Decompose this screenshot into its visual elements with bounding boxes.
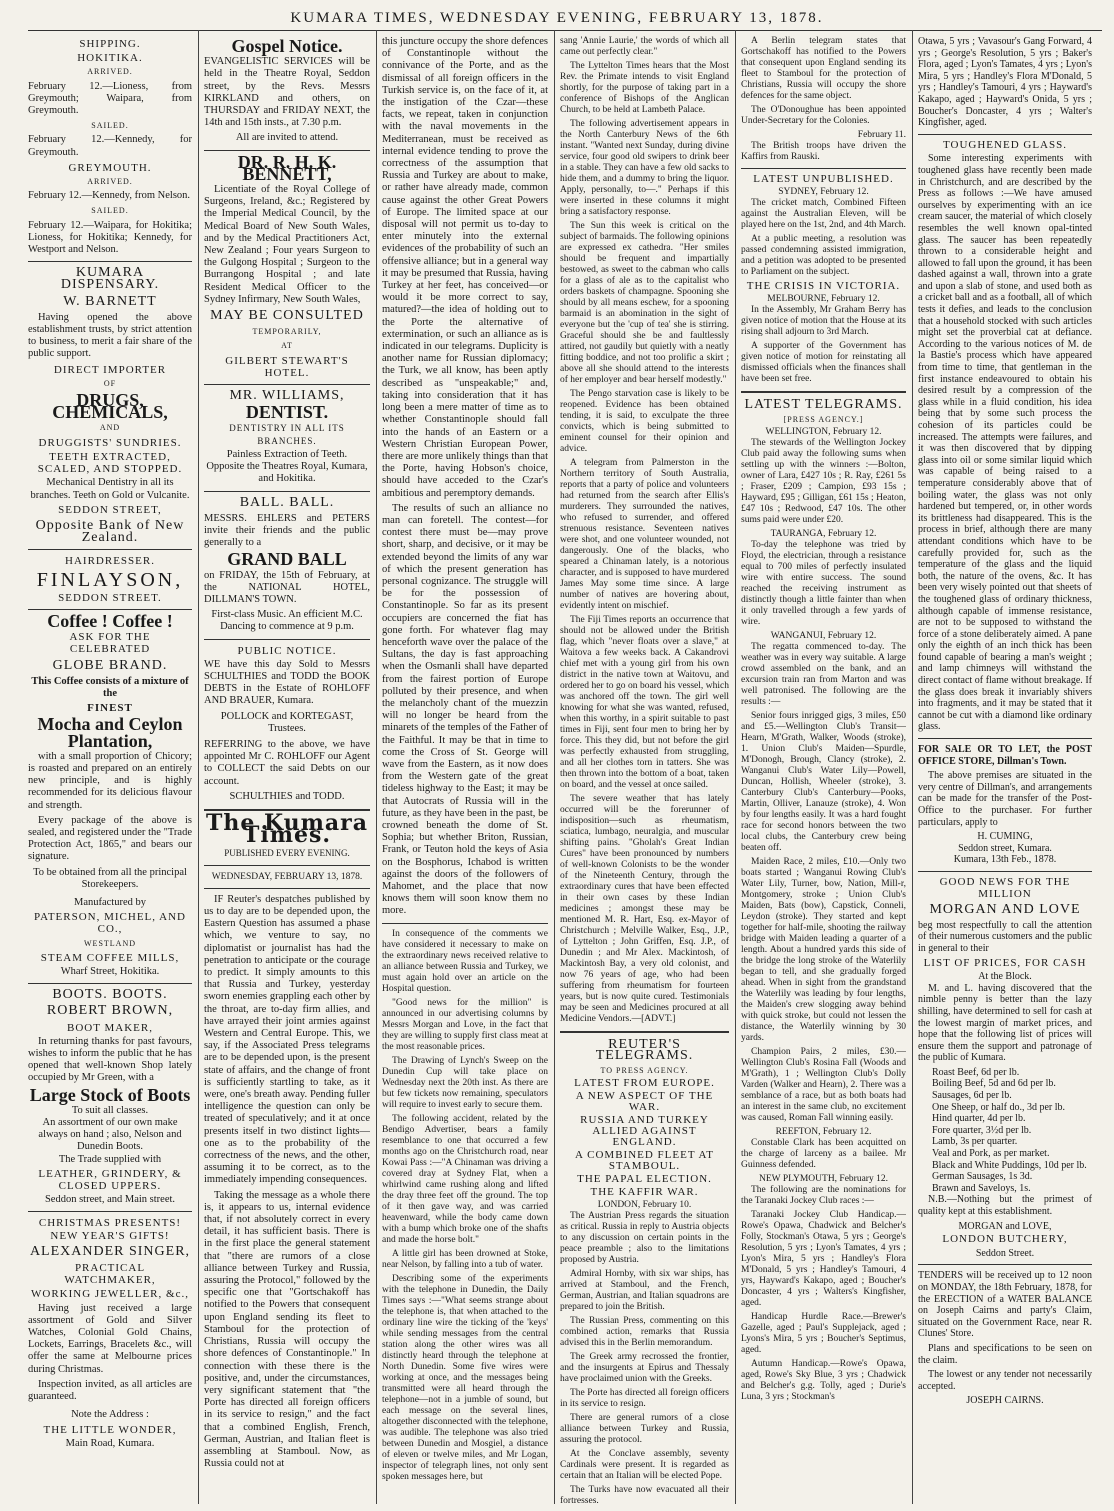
ad-line: Seddon street, Kumara. [958, 842, 1052, 854]
dateline: WANGANUI, February 12. [770, 631, 877, 641]
divider [204, 639, 370, 640]
paragraph: beg most respectfully to call the attention of their numerous customers and the public in general to their [918, 919, 1092, 954]
dateline: SYDNEY, February 12. [778, 187, 869, 197]
ad-line: DENTISTRY IN ALL ITS BRANCHES. [229, 423, 345, 446]
column-6 [918, 36, 1092, 1504]
ad-name: W. BARNETT [63, 293, 157, 309]
telegram-paragraph: The Porte has directed all foreign officers in its service to resign. [560, 1388, 729, 1409]
divider [918, 871, 1092, 872]
ad-line: Seddon Street. [975, 1247, 1035, 1259]
ad-line: Kumara, 13th Feb., 1878. [953, 854, 1057, 866]
ad-line: Painless Extraction of Teeth. [226, 448, 348, 460]
ad-line: This Coffee consists of a mixture of the [31, 675, 189, 699]
ad-line: To be obtained from all the principal Storekeepers. [33, 866, 187, 890]
ad-headline: Large Stock of Boots [29, 1084, 191, 1105]
ad-line: TEETH EXTRACTED, SCALED, AND STOPPED. [37, 450, 183, 476]
subheading: THE PAPAL ELECTION. [577, 1173, 712, 1185]
divider [204, 865, 370, 866]
telegram-paragraph: Otawa, 5 yrs ; Vavasour's Gang Forward, 4 yrs ; George's Resolution, 5 yrs ; Baker's Flora, aged ; Lyon's Tamates, 4 yrs ; Lyon's Mira, 5 yrs ; Handley's Flora M'Donald, 5 yrs ; Handley's Tamouri, 4 yrs ; Hayward's Kakapo, aged ; Hayward's Onida, 5 yrs ; Boucher's Doncaster, 4 yrs ; Walter's Kingfisher, aged. [918, 36, 1092, 129]
telegram-paragraph: Constable Clark has been acquitted on the charge of larceny as a bailee. Mr Guinness defended. [741, 1138, 906, 1170]
paragraph: WE have this day Sold to Messrs SCHULTHIES and TODD the BOOK DEBTS in the Estate of ROHLOFF AND BRAUER, Kumara. [204, 658, 370, 707]
dateline: NEW PLYMOUTH, February 12. [759, 1174, 888, 1184]
ad-line: First-class Music. An efficient M.C. [211, 609, 363, 621]
ad-line: The Trade supplied with [58, 1153, 162, 1165]
newspaper-title: The Kumara Times. [205, 809, 369, 849]
paragraph: N.B.—Nothing but the primest of quality kept at this establishment. [918, 1194, 1092, 1217]
news-paragraph: The Lyttelton Times hears that the Most Rev. the Primate intends to visit England shortly, for the purpose of taking part in a conference of Bishops of the Anglican Church, to be held at Lambeth Palace. [560, 61, 729, 115]
divider [204, 150, 370, 151]
column-rule [912, 30, 913, 1504]
news-paragraph: Some interesting experiments with toughened glass have recently been made in Christchurch, and are described by the Press as follows :—We have amused ourselves by experimenting with an ice cream saucer, the material of which closely resembles the well known opal-tinted glass. The saucer has been repeatedly thrown to a considerable height and allowed to fall upon the ground, it has been dashed against a wall, thrown into a grate and upon a slab of stone, and used both as a cricket ball and as a football, all of which tests it defies, and leads to the conclusion that a household stocked with such articles might set the proverbial cat at defiance. According to the various notices of M. de la Bastie's process which have appeared from time to time, that gentleman in the first instance endeavoured to obtain his desired result by a compression of the glass while in a fluid condition, his idea being that by some such process the cohesion of its particles could be increased. The attempts were failures, and it was then discovered that by dipping glass into oil or some similar liquid which was capable of being raised to a temperature considerably above that of boiling water, the glass was not only hardened but tempered, or, in other words its brittleness had disappeared. This is the process in brief, although there are many attendant conditions which have to be carefully provided for, such as the temperature of the glass and the liquid both, the nature of the ovens, &c. It has been very wisely pointed out that sheets of the toughened glass of ordinary thickness, although capable of immense resistance, are not to be supposed to withstand the force of a stone deliberately aimed. A pane only the eighth of an inch thick has been found capable of bearing a man's weight ; and lamp chimneys will withstand the direct contact of flame without breakage. If the glass does break it invariably shivers into fragments, and it may be stated that it cannot be cut with a diamond like ordinary glass. [918, 153, 1092, 733]
ad-line: LIST OF PRICES, FOR CASH [923, 956, 1087, 969]
ad-line: FINEST [87, 702, 133, 715]
ad-line: ASK FOR THE CELEBRATED [69, 631, 151, 656]
ad-name: JOSEPH CAIRNS. [966, 1395, 1044, 1407]
ad-line: LEATHER, GRINDERY, & CLOSED UPPERS. [38, 1167, 182, 1193]
subheading: ARRIVED. [87, 177, 133, 187]
telegram-paragraph: Champion Pairs, 2 miles, £30.—Wellington Club's Rosina Fall (Woods and M'Grath), 1 ; Wellington Club's Dolly Varden (Walker and Hearn), 2. There was a semblance of a race, but as both boats had an interest in the same club, no excitement was caused, Roman Fall winning easily. [741, 1047, 906, 1123]
ad-line: To suit all classes. [71, 1104, 149, 1116]
ad-line: PRACTICAL WATCHMAKER, [64, 1262, 156, 1287]
ad-line: Trustees. [268, 722, 306, 734]
divider [918, 1264, 1092, 1265]
telegram-paragraph: Maiden Race, 2 miles, £10.—Only two boats started ; Wanganui Rowing Club's Water Lily, Turner, bow, Nation, Mill-r, Montgomery, stroke ; Union Club's Maiden, Bats (bow), Capstick, Conneli, Leydon (stroke). They started and kept together for half-mile, shooting the railway bridge with Maiden leading a quarter of a length. About a hundred yards this side of the bridge the long stroke of the Waterlily began to tell, and she gradually forged ahead. When in sight from the grandstand the Waterlily was leading by four lengths, the Maiden's crew slogging away behind with quick stroke, but could not lessen the distance, the Waterlily winning by 30 yards. [741, 857, 906, 1043]
price-item: German Sausages, 1s 3d. [932, 1171, 1033, 1183]
news-paragraph: sang 'Annie Laurie,' the words of which all came out perfectly clear." [560, 36, 729, 57]
ad-headline: Plantation, [67, 730, 153, 751]
port-heading: HOKITIKA. [77, 52, 143, 65]
news-paragraph: A telegram from Palmerston in the Northern territory of South Australia, reports that a party of police and volunteers had returned from the search after Ellis's murderers. They surrounded the natives, who refused to surrender, and offered strenuous resistance. Seventeen natives were shot, and one volunteer wounded, not dangerously. One of the blacks, who speared a Chinaman lately, is a notorious character, and is supposed to have murdered James May some time since. A large number of natives are hovering about, evidently intent on mischief. [560, 458, 729, 611]
column-2 [204, 36, 370, 1504]
telegram-paragraph: The O'Donoughue has been appointed Under-Secretary for the Colonies. [741, 105, 906, 126]
news-paragraph: In consequence of the comments we have considered it necessary to make on the extraordinary news received relative to an alliance between Russia and Turkey, we must again hold over an article on the Hospital question. [382, 928, 548, 994]
telegram-paragraph: Taranaki Jockey Club Handicap.—Rowe's Opawa, Chadwick and Belcher's Folly, Stockman's Otawa, 5 yrs ; George's Resolution, 5 yrs ; Lyon's Tamates, 4 yrs ; Lyon's Mira, 5 yrs ; Handley's Flora M'Donald, 5 yrs ; Handley's Tamouri, 4 yrs, Hayward's Kakapo, aged ; Boucher's Doncaster, 4 yrs ; Walters's Kingfisher, aged. [741, 1210, 906, 1308]
dateline: February 11. [857, 130, 906, 140]
subheading: LATEST FROM EUROPE. [574, 1077, 715, 1089]
ad-line: Main Road, Kumara. [65, 1437, 155, 1449]
paragraph: Having just received a large assortment of Gold and Silver Watches, Colonial Gold Chains, Lockets, Earrings, Bracelets &c., will offer the same at Melbourne prices during Christmas. [28, 1302, 192, 1375]
dateline: WELLINGTON, February 12. [765, 427, 882, 437]
paragraph: Every package of the above is sealed, and registered under the "Trade Protection Act, 1865," and bears our signature. [28, 814, 192, 863]
ad-line: Mechanical Dentistry in all its branches. Teeth on Gold or Vulcanite. [30, 477, 190, 501]
paragraph: Having opened the above establishment trusts, by strict attention to business, to merit a fair share of the public support. [28, 311, 192, 360]
section-heading: REUTER'S TELEGRAMS. [595, 1037, 694, 1063]
ad-line: SCHULTHIES and TODD. [229, 790, 345, 802]
price-item: Veal and Pork, as per market. [932, 1148, 1050, 1160]
price-item: Boiling Beef, 5d and 6d per lb. [932, 1078, 1056, 1090]
divider [28, 609, 192, 610]
subheading: SAILED. [91, 206, 129, 216]
ad-line: SEDDON STREET. [58, 591, 162, 604]
column-5 [741, 36, 906, 1504]
masthead: KUMARA TIMES, WEDNESDAY EVENING, FEBRUARY 13, 1878. [290, 10, 824, 26]
ad-line: TEMPORARILY, [252, 327, 322, 337]
dateline: TAURANGA, February 12. [770, 529, 877, 539]
subheading: A COMBINED FLEET AT STAMBOUL. [575, 1149, 714, 1172]
ad-line: PATERSON, MICHEL, AND CO., [33, 911, 186, 936]
ad-line: THE LITTLE WONDER, [43, 1423, 177, 1436]
telegram-paragraph: The Greek army recrossed the frontier, and the insurgents at Epirus and Thessaly have proclaimed union with the Greeks. [560, 1352, 729, 1384]
ad-headline: BALL. BALL. [239, 494, 335, 510]
ad-headline: BOOTS. BOOTS. [52, 987, 168, 1003]
divider [741, 391, 906, 393]
paragraph: In returning thanks for past favours, wishes to inform the public that he has opened that well-known Shop lately occupied by Mr Green, with a [28, 1035, 192, 1084]
ad-name: H. CUMING, [977, 831, 1033, 843]
subheading: ARRIVED. [87, 67, 133, 77]
ad-line: LONDON BUTCHERY, [942, 1233, 1068, 1246]
editorial-paragraph: this juncture occupy the shore defences of Constantinople without the connivance of the Porte, and as the dismissal of all foreign officers in the Turkish service is, on the face of it, at the instigation of the Czar—these facts, we repeat, taken in conjunction with the naval movements in the Mediterranean, must be received as internal evidence tending to prove the correctness of the assumption that Russia and Turkey are about to make, or rather have already made, common cause against the other Great Powers of Europe. The limited space at our disposal will not permit us to-day to enter minutely into the external evidences of the probability of such an offensive alliance; but in a general way it may be presumed that Russia, having Turkey at her feet, has conceived—or would it be more correct to say, matured?—the idea of holding out to the Porte the alternative of extermination, or such an alliance as is indicated in our telegrams. Duplicity is another name for Russian diplomacy; the Turk, we all know, has been aptly described as "unspeakable;" and, taking into consideration that it has long been a mere matter of time as to whether Constantinople should fall into the hands of an Eastern or a Western Christian European Power, there are more unlikely things than that the Porte, having Hobson's choice, should have acceded to the Czar's ambitious and peremptory demands. [382, 36, 548, 499]
editorial-paragraph: The results of such an alliance no man can foretell. The contest—for contest there must be—may prove short, sharp, and decisive, or it may be extended beyond the limits of any war of which the present generation has personal cognizance. The struggle will be for the possession of Constantinople. So far as its present occupiers are concerned the fiat has gone forth. For whatever flag may henceforth wave over the palace of the Sultans, the day is fast approaching when the Osmanli shall have departed from the fairest portion of Europe polluted by their presence, and when the melancholy chant of the muezzin will no longer be heard from the minarets of the temples of the Father of the Faithful. It may be that in time to come the Cross of St. George will wave from the Eastern, as it now does from the Western gate of the great tideless highway to the East; it may be that Autocrats of Russia will in the future, as they have been in the past, be crowned beneath the dome of St. Sophia; but whether Briton, Russian, Frank, or Teuton hold the keys of Asia on the Bosphorus, Ichabod is written against the doors of the followers of Mahomet, and the place that now knows them will soon know them no more. [382, 502, 548, 917]
telegram-paragraph: The Turks have now evacuated all their fortresses. [560, 1485, 729, 1504]
news-paragraph: The severe weather that has lately occurred will be the forerunner of indisposition—such as rheumatism, sciatica, lumbago, neuralgia, and muscular shifting pains. "Gholah's Great Indian Cures" have been pronounced by numbers of well-known Colonists to be the wonder of the Nineteenth Century, through the extraordinary cures that have been effected in their own cases by these Indian medicines ; amongst these may be mentioned M. R. Hart, Esq. ex-Mayor of Christchurch ; Melville Walker, Esq., J.P., of Lyttelton ; John Griffen, Esq. J.P., of Dunedin ; and Mr Alex. Mackintosh, of Mackintosh Bay, a very old colonist, and now 76 years of age, who had been suffering from rheumatism for fourteen years, but is now quite cured. Testimonials may be seen and Medicines procured at all Medicine Vendors.—[ADVT.] [560, 794, 729, 1024]
ad-line: Manufactured by [73, 896, 146, 908]
news-paragraph: The following advertisement appears in the North Canterbury News of the 6th instant. "Wanted next Sunday, during divine service, four good old swipers to drink beer in a stable. They can have a few old sacks to hide them, and a dummy to bring the liquor. Apply, personally, to—." Perhaps if this were inserted in these columns it might bring a satisfactory response. [560, 119, 729, 217]
telegram-paragraph: Senior fours inrigged gigs, 3 miles, £50 and £5.—Wellington Club's Transit—Hearn, M'Grath, Walker, Woods (stroke), 1. Union Club's Maiden—Spurdle, M'Donogh, Brough, Clancy (stroke), 2. Wanganui Club's Water Lily—Powell, Duncan, Hollish, Wheeler (stroke), 3. Canterbury Club's Canterbury—Pooks, Martin, Olliver, Lanauze (stroke), 4. Won by four lengths easily. It was a hard fought race for second honors between the two local clubs, the Canterbury crew being beaten off. [741, 711, 906, 853]
divider [204, 491, 370, 492]
ad-headline: Coffee ! Coffee ! [47, 610, 173, 631]
news-paragraph: The Pengo starvation case is likely to be reopened. Evidence has been obtained tending, it is said, to exculpate the three convicts, which is being submitted to eminent counsel for their opinion and advice. [560, 389, 729, 454]
divider [28, 261, 192, 262]
paragraph: February 12.—Waipara, for Hokitika; Lioness, for Hokitika; Kennedy, for Westport and Nelson. [28, 219, 192, 256]
paragraph: The lowest or any tender not necessarily accepted. [918, 1369, 1092, 1392]
telegram-paragraph: At a public meeting, a resolution was passed condemning assisted immigration, and a petition was adopted to be presented to Parliament on the subject. [741, 234, 906, 277]
ad-heading: GOOD NEWS FOR THE MILLION [939, 875, 1071, 900]
subheading: A NEW ASPECT OF THE WAR. [575, 1090, 714, 1113]
ad-line: Seddon street, and Main street. [44, 1194, 176, 1206]
divider [204, 888, 370, 889]
paragraph: EVANGELISTIC SERVICES will be held in the Theatre Royal, Seddon street, by the Revs. Messrs KIRKLAND and others, on THURSDAY and FRIDAY NEXT, the 14th and 15th insts., at 7.30 p.m. [204, 56, 370, 129]
ad-line: DRUGGISTS' SUNDRIES. [38, 436, 182, 449]
news-paragraph: A little girl has been drowned at Stoke, near Nelson, by falling into a tub of water. [382, 1248, 548, 1270]
telegram-paragraph: The regatta commenced to-day. The weather was in every way suitable. A large crowd assembled on the bank, and an excursion train ran from Marton and was well patronised. The following are the results :— [741, 642, 906, 707]
news-paragraph: Describing some of the experiments with the telephone in Dunedin, the Daily Times says :—"What seems strange about the telephone is, that when attached to the ordinary line wire the ticking of the 'keys' while sending messages from the central station along the other wires was all distinctly heard through the telephone at North Dunedin. Some five wires were working at once, and the messages being transmitted were all heard through the telephone—not in a jumble of sound, but each message on the several lines, altogether disconnected with the telephone, was audible. The telephone was also tried between Dunedin and Mosgiel, a distance of eleven or twelve miles, and Mr Logan, inspector of telegraph lines, not only sent spoken messages here, but [382, 1273, 548, 1482]
ad-line: AT [281, 341, 293, 351]
ad-line: DIRECT IMPORTER [53, 363, 167, 376]
ad-line: Note the Address : [71, 1409, 149, 1421]
ad-headline: FOR SALE OR TO LET, the POST OFFICE STORE, Dillman's Town. [918, 744, 1092, 767]
price-item: One Sheep, or half do., 3d per lb. [932, 1101, 1066, 1113]
paragraph: February 12.—Kennedy, from Nelson. [28, 190, 191, 202]
price-item: Black and White Puddings, 10d per lb. [932, 1159, 1087, 1171]
ad-line: MAY BE CONSULTED [210, 308, 364, 324]
ad-line: WESTLAND [84, 938, 136, 948]
telegram-paragraph: Autumn Handicap.—Rowe's Opawa, aged, Rowe's Sky Blue, 3 yrs ; Chadwick and Belcher's g.g. Tolly, aged ; Durie's Luna, 3 yrs ; Stockman's [741, 1359, 906, 1402]
divider [918, 738, 1092, 739]
editorial-date: WEDNESDAY, FEBRUARY 13, 1878. [211, 871, 363, 882]
ad-line: WORKING JEWELLER, &c., [31, 1288, 189, 1301]
ad-name: MR. WILLIAMS, [229, 388, 345, 404]
news-paragraph: The following accident, related by the Bendigo Advertiser, bears a family resemblance to one that occurred a few months ago on the Christchurch road, near Kowai Pass :—"A Chinaman was driving a covered dray at Sydney Flat, when a whirlwind came rushing along and lifted the dray three feet off the ground. The top of it then gave way, and was carried heavenward, while the body came down with a bump which broke one of the shafts and made the horse bolt." [382, 1113, 548, 1245]
ad-line: GILBERT STEWART'S HOTEL. [225, 354, 349, 379]
paragraph: Licentiate of the Royal College of Surgeons, Ireland, &c.; Registered by the Imperial Medical Council, by the Medical Board of New South Wales, and by the Medical Practitioners Act, New Zealand ; Four years Surgeon to the Gulgong Hospital ; Surgeon to the Burrangong Hospital ; and late Resident Medical Officer to the Sydney Infirmary, New South Wales, [204, 184, 370, 305]
price-item: Brawn and Saveloys, 1s. [932, 1182, 1031, 1194]
ad-line: All are invited to attend. [235, 132, 339, 144]
ad-line: BOOT MAKER, [67, 1021, 153, 1034]
subheading: THE CRISIS IN VICTORIA. [746, 280, 901, 292]
telegram-paragraph: The following are the nominations for the Taranaki Jockey Club races :— [741, 1185, 906, 1206]
ad-headline: DENTIST. [245, 402, 329, 423]
paragraph: February 12.—Kennedy, for Greymouth. [28, 134, 192, 158]
price-list [918, 1067, 1092, 1195]
paragraph: MESSRS. EHLERS and PETERS invite their friends and the public generally to a [204, 512, 370, 549]
price-item: Lamb, 3s per quarter. [932, 1136, 1018, 1148]
section-heading: LATEST TELEGRAMS. [744, 397, 903, 412]
ad-line: SEDDON STREET, [58, 503, 162, 516]
telegram-paragraph: There are general rumors of a close alliance between Turkey and Russia, assuring the protocol. [560, 1413, 729, 1445]
shipping-heading: SHIPPING. [79, 38, 141, 50]
paragraph: on FRIDAY, the 15th of February, at the NATIONAL HOTEL, DILLMAN'S TOWN. [204, 569, 370, 605]
ad-line: PUBLISHED EVERY EVENING. [224, 848, 350, 859]
column-1 [28, 36, 192, 1504]
paragraph: M. and L. having discovered that the nimble penny is better than the lazy shilling, have determined to sell for cash at the lowest margin of market prices, and hope that the following list of prices will ensure them the support and patronage of the public of Kumara. [918, 982, 1092, 1064]
price-item: Fore quarter, 3½d per lb. [932, 1124, 1032, 1136]
ad-heading: KUMARA DISPENSARY. [60, 265, 160, 293]
news-paragraph: "Good news for the million" is announced in our advertising columns by Messrs Morgan and Love, in the fact that they are willing to supply first class meat at the most reasonable prices. [382, 997, 548, 1052]
column-rule [376, 30, 377, 1504]
ad-line: STEAM COFFEE MILLS, [40, 951, 180, 964]
subheading: RUSSIA AND TURKEY ALLIED AGAINST ENGLAND. [580, 1114, 709, 1148]
ad-heading: HAIRDRESSER. [65, 555, 155, 568]
ad-line: GLOBE BRAND. [52, 657, 168, 673]
column-rule [735, 30, 736, 1504]
price-item: Roast Beef, 6d per lb. [932, 1066, 1020, 1078]
dateline: LONDON, February 10. [597, 1200, 692, 1210]
paragraph: The above premises are situated in the very centre of Dillman's, and arrangements can be made for the transfer of the Post-Office to the purchaser. For further particulars, apply to [918, 770, 1092, 828]
telegram-paragraph: To-day the telephone was tried by Floyd, the electrician, through a resistance equal to 700 miles of perfectly insulated wire with entire success. The sound reached the receiving instrument as distinctly though a little fainter than when it only travelled through a few yards of wire. [741, 540, 906, 627]
column-rule [198, 30, 199, 1504]
telegram-paragraph: Handicap Hurdle Race.—Brewer's Gazelle, aged ; Paul's Supplejack, aged ; Lyons's Mira, 5 yrs ; Boucher's Septimus, aged. [741, 1312, 906, 1355]
ad-line: Wharf Street, Hokitika. [60, 966, 160, 977]
ad-line: Dancing to commence at 9 p.m. [220, 621, 354, 633]
telegram-paragraph: At the Conclave assembly, seventy Cardinals were present. It is regarded as certain that an Italian will be elected Pope. [560, 1449, 729, 1481]
dateline: MELBOURNE, February 12. [767, 294, 880, 304]
editorial-paragraph: Taking the message as a whole there is, it appears to us, internal evidence that, if not absolutely correct in every detail, it has sufficient basis. There is in the first place the general statement that "there are rumors of a close alliance between Turkey and Russia, assuring the Protocol," followed by the specific one that "Gortschakoff has notified to the Powers that consequent upon England sending its fleet to Stamboul for the protection of Christians, Russia will occupy the shore defences of Constantinople." In connection with these there is the positive, and, under the circumstances, very significant statement that "the Porte has directed all foreign officers in its service to resign," and the fact that a combined English, French, German, Austrian, and Italian fleet is assembling at Stamboul. Now, as Russia could not at [204, 1189, 370, 1470]
paragraph: Inspection invited, as all articles are guaranteed. [28, 1378, 192, 1403]
port-heading: GREYMOUTH. [68, 161, 152, 174]
ad-headline: FINLAYSON, [36, 568, 184, 591]
ad-line: AND [99, 423, 121, 433]
paragraph: February 12.—Lioness, from Greymouth; Waipara, from Greymouth. [28, 80, 192, 117]
telegram-paragraph: In the Assembly, Mr Graham Berry has given notice of motion that the House at its rising shall adjourn to 3rd March. [741, 305, 906, 337]
paragraph: TENDERS will be received up to 12 noon on MONDAY, the 18th February, 1878, for the ERECTION of a WATER BALANCE on Joseph Cairns and party's Claim, situated on the Government Race, near R. Clunes' Store. [918, 1270, 1092, 1340]
news-paragraph: The Drawing of Lynch's Sweep on the Dunedin Cup will take place on Wednesday next the 20th inst. As there are but few tickets now remaining, speculators will require to invest early to secure them. [382, 1055, 548, 1110]
subheading: TO PRESS AGENCY. [600, 1066, 689, 1075]
ad-heading: PUBLIC NOTICE. [237, 644, 337, 657]
divider [28, 1211, 192, 1212]
price-item: Hind quarter, 4d per lb. [932, 1113, 1026, 1125]
news-paragraph: The Fiji Times reports an occurrence that should not be allowed under the British flag, which "never floats over a slave," at Waitova a few weeks back. A Cakandrovi chief met with a young girl from his own district in the native town at Waitovu, and ordered her to go on board his vessel, which was anchored off the town. The girl well knowing for what she was wanted, refused, when this worthy, in a spirit suitable to past times in Fiji, sent four men to bring her by force. This they did, but not before the girl was perfectly exhausted from struggling, and all her clothes torn in tatters. She was then thrown into the bottom of a boat, taken on board, and the vessel at once sailed. [560, 615, 729, 790]
subheading: [PRESS AGENCY.] [783, 415, 864, 424]
ad-heading: CHRISTMAS PRESENTS! NEW YEAR'S GIFTS! [38, 1217, 182, 1242]
ad-line: Opposite Bank of New Zealand. [35, 517, 185, 546]
ad-headline: Gospel Notice. [231, 36, 343, 56]
dateline: REEFTON, February 12. [775, 1127, 872, 1137]
ad-line: POLLOCK and KORTEGAST, [220, 710, 354, 722]
news-paragraph: The Sun this week is critical on the subject of barmaids. The following opinions are expressed ex cathedra. "Her smiles should be frequent and impartially bestowed, as sweet to the cabman who calls for a glass of ale as to the capitalist who orders baskets of champagne. Spooning she should by all means eschew, for a spooning barmaid is an abomination in the sight of everyone but the 'cup of tea' she is stirring. Graceful should she be and faultlessly attired, not gaudily but quietly with a neatly fitting boddice, and not too prolific a skirt ; above all she should attend to the interests of her employer and bear herself modestly." [560, 221, 729, 385]
subheading: SAILED. [91, 121, 129, 131]
telegram-paragraph: The Russian Press, commenting on this combined action, remarks that Russia advised this in the Berlin memorandum. [560, 1316, 729, 1348]
ad-headline: Mocha and Ceylon [37, 714, 183, 735]
ad-line: An assortment of our own make always on hand ; also, Nelson and Dunedin Boots. [38, 1117, 182, 1153]
editorial-paragraph: IF Reuter's despatches published by us to day are to be depended upon, the Eastern Question has assumed a phase which, we venture to say, no diplomatist or journalist has had the penetration to anticipate or the courage to predict. It simply amounts to this that Russia and Turkey, yesterday sworn enemies grappling each other by the throat, are to-day firm allies, and have arrayed their joint armies against Western and Central Europe. This, we say, if the Associated Press telegrams are to be depended upon, is the present state of affairs, and the change of front is sufficiently startling to take, as it were, one's breath away. Pending fuller intelligence the question can only be treated of speculatively; and it at once presents itself in two distinct lights—one as to the probability of the correctness of the news, and the other, assuming it to be correct, as to the immediately impending consequences. [204, 893, 370, 1186]
column-rule [554, 30, 555, 1504]
paragraph: REFERRING to the above, we have appointed Mr C. ROHLOFF our Agent to COLLECT the said Debts on our account. [204, 738, 370, 787]
ad-name: ROBERT BROWN, [46, 1003, 174, 1019]
ad-name: DR. R. H. K. BENNETT, [237, 151, 337, 184]
ad-line: Opposite the Theatres Royal, Kumara, and Hokitika. [206, 461, 368, 485]
section-heading: LATEST UNPUBLISHED. [753, 173, 894, 185]
ad-line: At the Block. [978, 971, 1032, 983]
telegram-paragraph: The stewards of the Wellington Jockey Club paid away the following sums when settling up with the winners :—Bolton, owner of Lara, £427 10s ; R. Ray, £261 5s ; Fraser, £209 ; Campion, £93 15s ; Hayward, £95 ; Gilligan, £61 15s ; Heaton, £47 10s ; Redwood, £47 10s. The other sums paid were under £20. [741, 438, 906, 525]
divider [918, 134, 1092, 135]
telegram-paragraph: The British troops have driven the Kaffirs from Rauski. [741, 141, 906, 162]
divider [382, 923, 548, 924]
telegram-paragraph: A Berlin telegram states that Gortschakoff has notified to the Powers that consequent upon England sending its fleet to Stamboul for the protection of Christians, Russia will occupy the shore defences for the same object. [741, 36, 906, 101]
column-3 [382, 36, 548, 1504]
telegram-paragraph: The Austrian Press regards the situation as critical. Russia in reply to Austria objects to any discussion on certain points in the peace preamble ; also to the limitations proposed by Austria. [560, 1211, 729, 1265]
masthead-rule [28, 30, 1102, 31]
divider [560, 1031, 729, 1033]
divider [28, 983, 192, 984]
ad-line: OF [103, 378, 117, 388]
subheading: THE KAFFIR WAR. [590, 1186, 699, 1198]
telegram-paragraph: Admiral Hornby, with six war ships, has arrived at Stamboul, and the French, German, Austrian, and Italian squadrons are prepared to join the British. [560, 1269, 729, 1312]
ad-name: MORGAN AND LOVE [929, 902, 1081, 918]
divider [741, 168, 906, 169]
ad-name: ALEXANDER SINGER, [29, 1243, 191, 1259]
telegram-paragraph: A supporter of the Government has given notice of motion for reinstating all dismissed officials when the finances shall have been set free. [741, 341, 906, 384]
telegram-paragraph: The cricket match, Combined Fifteen against the Australian Eleven, will be played here on the 1st, 2nd, and 4th March. [741, 198, 906, 230]
price-item: Sausages, 6d per lb. [932, 1090, 1012, 1102]
divider [204, 384, 370, 385]
column-4 [560, 36, 729, 1504]
ad-headline: DRUGS, CHEMICALS, [52, 390, 168, 423]
paragraph: with a small proportion of Chicory; is roasted and prepared on an entirely new principle, and is highly recommended for its delicious flavour and strength. [28, 750, 192, 811]
section-heading: TOUGHENED GLASS. [943, 138, 1067, 151]
paragraph: Plans and specifications to be seen on the claim. [918, 1342, 1092, 1366]
divider [28, 549, 192, 550]
ad-line: MORGAN and LOVE, [958, 1220, 1052, 1232]
ad-headline: GRAND BALL [227, 549, 347, 570]
